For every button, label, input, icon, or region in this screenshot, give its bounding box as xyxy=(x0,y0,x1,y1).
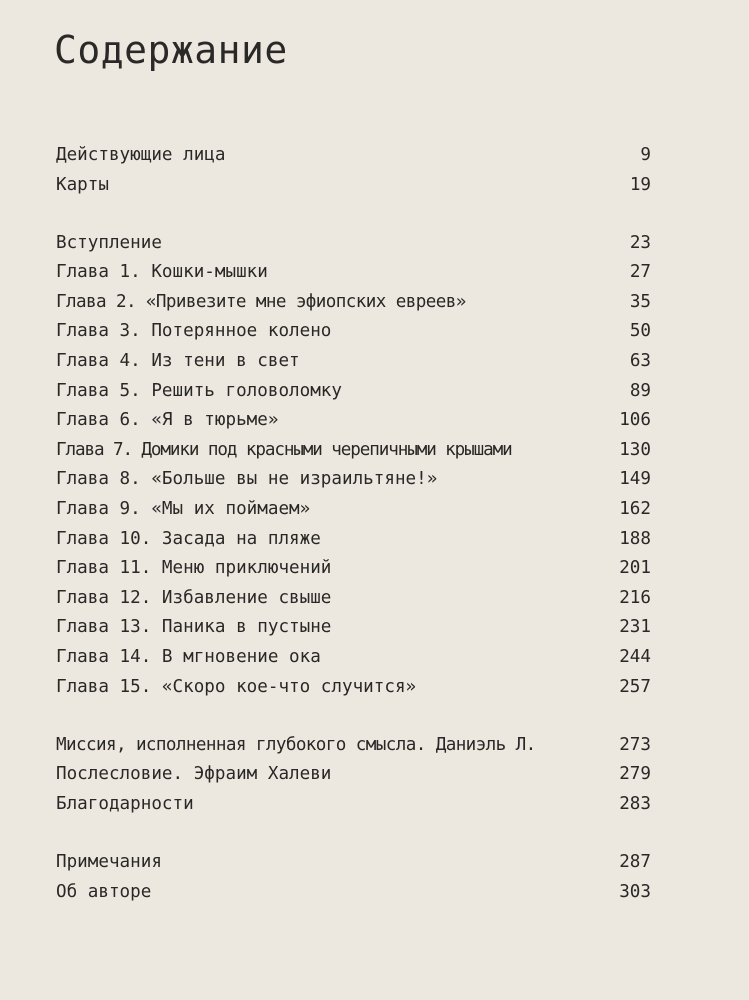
toc-entry xyxy=(0,848,749,878)
toc-entry-page: 244 xyxy=(619,647,651,667)
toc-entry-title: Действующие лица xyxy=(56,145,226,165)
toc-entry-title: Глава 14. В мгновение ока xyxy=(56,647,321,667)
toc-entry-page: 279 xyxy=(619,764,651,785)
toc-entry-title: Глава 7. Домики под красными черепичными крышами xyxy=(56,439,512,460)
toc-entry-page: 273 xyxy=(619,734,651,755)
toc-entry-title: Глава 6. «Я в тюрьме» xyxy=(56,410,279,431)
toc-entry xyxy=(0,643,749,673)
toc-entry-title: Глава 10. Засада на пляже xyxy=(56,528,321,549)
toc-entry xyxy=(0,760,749,790)
toc-group-chapters xyxy=(0,229,749,703)
toc-entry-title: Глава 15. «Скоро кое-что случится» xyxy=(56,676,417,697)
toc-entry-title: Глава 2. «Привезите мне эфиопских евреев» xyxy=(56,291,466,312)
toc-entry-page: 130 xyxy=(619,439,651,460)
toc-entry-page: 19 xyxy=(629,174,651,195)
toc-entry-title: Об авторе xyxy=(56,881,152,902)
toc-entry-page: 231 xyxy=(619,617,651,638)
toc-entry xyxy=(0,731,749,761)
toc-entry-title: Глава 12. Избавление свыше xyxy=(56,587,332,608)
toc-entry xyxy=(0,288,749,318)
toc-entry-page: 257 xyxy=(619,676,651,697)
toc-entry-page: 106 xyxy=(619,410,651,431)
toc-entry-page: 188 xyxy=(619,528,651,549)
toc-entry-title: Миссия, исполненная глубокого смысла. Даниэль Л. xyxy=(56,734,536,755)
toc-entry-title: Глава 5. Решить головоломку xyxy=(56,380,342,401)
toc-entry-title: Глава 8. «Больше вы не израильтяне!» xyxy=(56,469,438,490)
toc-entry-page: 216 xyxy=(619,587,651,608)
toc-group-front-matter xyxy=(0,141,749,200)
toc-entry xyxy=(0,525,749,555)
toc-entry xyxy=(0,465,749,495)
toc-entry-page: 149 xyxy=(619,469,651,490)
toc-entry-page: 9 xyxy=(640,145,651,165)
toc-entry xyxy=(0,495,749,525)
toc-entry-title: Глава 11. Меню приключений xyxy=(56,558,332,579)
toc-entry-page: 162 xyxy=(619,499,651,520)
toc-entry-page: 50 xyxy=(629,321,651,342)
toc-entry-page: 303 xyxy=(619,881,651,902)
toc-entry xyxy=(0,584,749,614)
toc-entry-page: 35 xyxy=(629,291,651,312)
toc-entry xyxy=(0,613,749,643)
toc-entry-title: Глава 3. Потерянное колено xyxy=(56,321,332,342)
toc-entry xyxy=(0,347,749,377)
toc-entry xyxy=(0,317,749,347)
toc-group-afterword xyxy=(0,731,749,820)
toc-entry-title: Глава 13. Паника в пустыне xyxy=(56,617,332,638)
toc-entry xyxy=(0,377,749,407)
toc-entry xyxy=(0,406,749,436)
toc-entry xyxy=(0,141,749,171)
toc-entry-title: Вступление xyxy=(56,232,162,253)
toc-entry-page: 201 xyxy=(619,558,651,579)
toc-group-back-matter xyxy=(0,848,749,907)
toc-entry-page: 23 xyxy=(629,232,651,253)
toc-entry-page: 287 xyxy=(619,851,651,872)
toc-entry xyxy=(0,171,749,201)
toc-entry xyxy=(0,554,749,584)
page-title: Содержание xyxy=(54,28,288,72)
toc-entry xyxy=(0,436,749,466)
toc-entry xyxy=(0,673,749,703)
toc-entry-page: 283 xyxy=(619,793,651,814)
toc-entry xyxy=(0,229,749,259)
toc-entry xyxy=(0,790,749,820)
table-of-contents xyxy=(0,141,749,936)
toc-entry-title: Послесловие. Эфраим Халеви xyxy=(56,764,332,785)
toc-entry-title: Глава 1. Кошки-мышки xyxy=(56,262,268,283)
toc-entry xyxy=(0,878,749,908)
toc-entry-title: Карты xyxy=(56,174,109,195)
toc-entry-title: Глава 4. Из тени в свет xyxy=(56,351,300,372)
toc-entry-title: Примечания xyxy=(56,851,162,872)
toc-entry-title: Благодарности xyxy=(56,793,194,814)
toc-entry-page: 89 xyxy=(629,380,651,401)
toc-entry-title: Глава 9. «Мы их поймаем» xyxy=(56,499,311,520)
toc-entry-page: 27 xyxy=(629,262,651,283)
toc-entry-page: 63 xyxy=(629,351,651,372)
toc-entry xyxy=(0,258,749,288)
